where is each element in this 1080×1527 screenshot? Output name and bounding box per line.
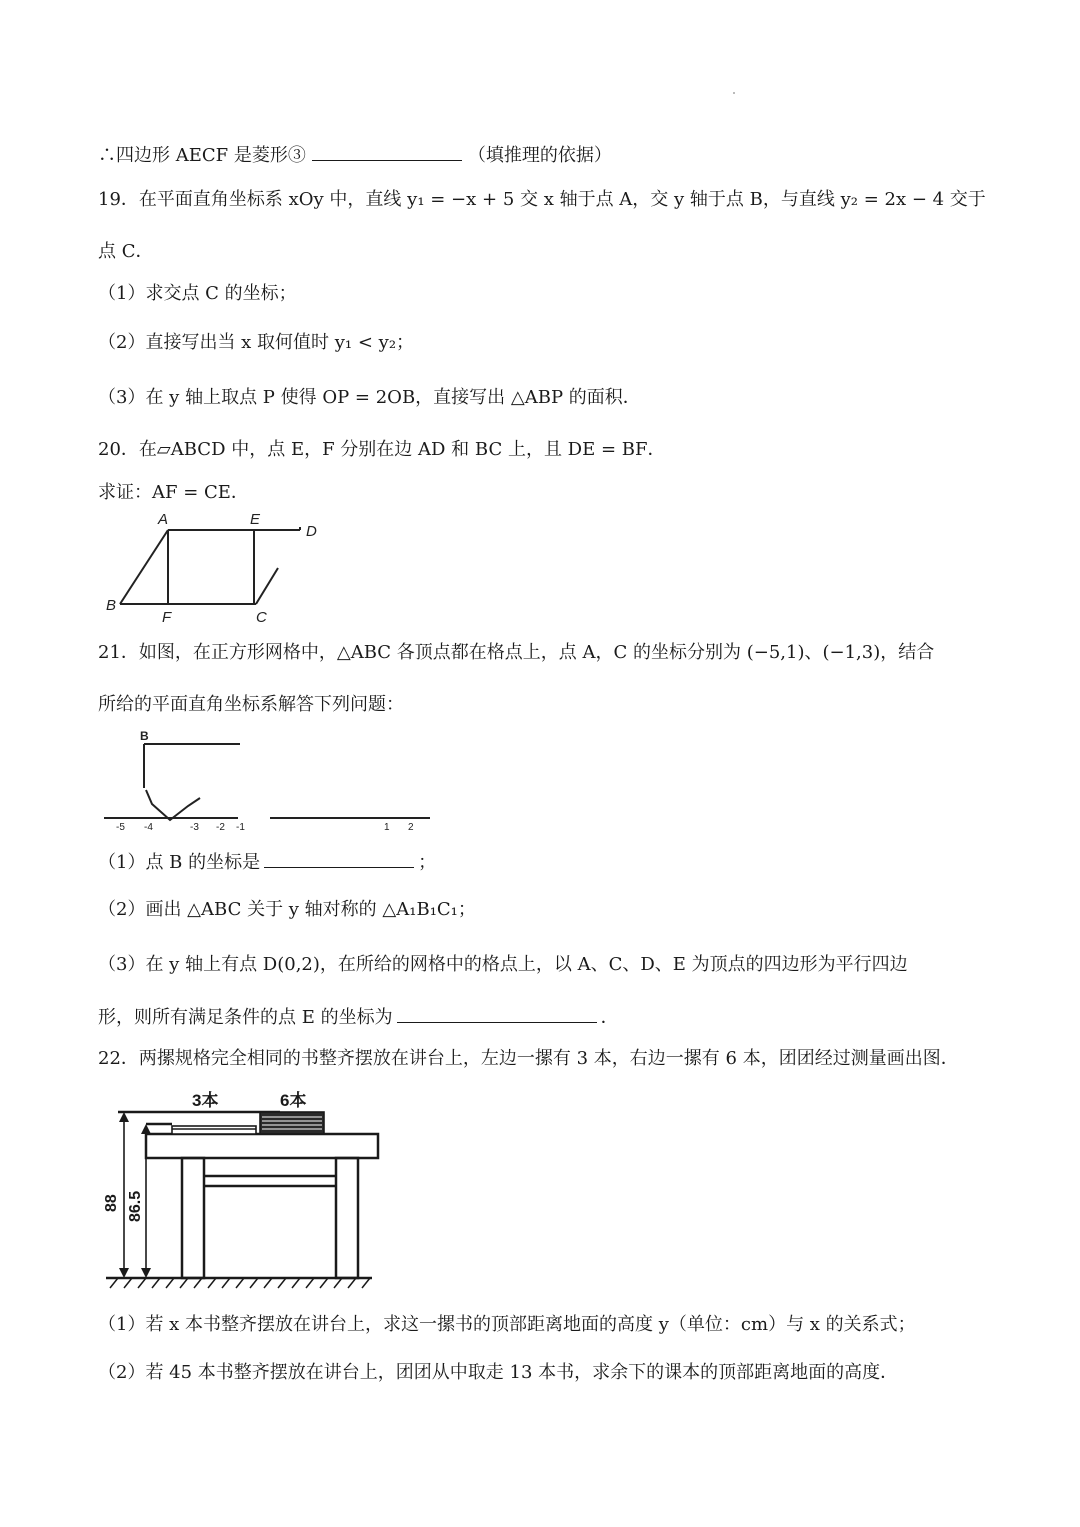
answer-blank-b-coord[interactable]: [264, 849, 414, 868]
rhombus-conclusion-text: ∴四边形 AECF 是菱形③: [98, 145, 306, 166]
tick-2: 2: [408, 822, 414, 833]
q21-part2: （2）画出 △ABC 关于 y 轴对称的 △A₁B₁C₁；: [98, 899, 476, 920]
tick-minus3: -3: [190, 822, 199, 833]
q22-stem: 22．两摞规格完全相同的书整齐摆放在讲台上，左边一摞有 3 本，右边一摞有 6 本，团团经过测量画出图．: [98, 1048, 959, 1069]
q20-prove: 求证：AF = CE．: [98, 482, 249, 503]
q21-part3-line1: （3）在 y 轴上有点 D(0,2)，在所给的网格中的格点上，以 A、C、D、E 为顶点的四边形为平行四边: [98, 954, 908, 975]
q21-part3-text: 形，则所有满足条件的点 E 的坐标为: [98, 1007, 393, 1028]
rhombus-conclusion-tail: （填推理的依据）: [467, 145, 612, 166]
q21-figure-svg: [100, 726, 440, 836]
label-D: D: [306, 523, 317, 540]
book-stack-3: [172, 1126, 256, 1134]
tick-minus1: -1: [236, 822, 245, 833]
answer-blank-e-coords[interactable]: [397, 1004, 597, 1023]
edge-cd-partial: [256, 568, 278, 604]
label-6-books: 6本: [280, 1091, 307, 1110]
answer-blank-reason[interactable]: [312, 142, 462, 161]
q22-figure-svg: [100, 1084, 390, 1294]
q21-part3-line2: [98, 1004, 619, 1030]
label-F: F: [162, 609, 172, 626]
q19-stem-line1: 19．在平面直角坐标系 xOy 中，直线 y₁ = −x + 5 交 x 轴于点 A，交 y 轴于点 B，与直线 y₂ = 2x − 4 交于: [98, 189, 986, 210]
q21-part1-tail: ；: [418, 852, 437, 873]
q21-part1-text: （1）点 B 的坐标是: [98, 852, 261, 873]
label-C: C: [256, 609, 267, 626]
q22-part2: （2）若 45 本书整齐摆放在讲台上，团团从中取走 13 本书，求余下的课本的顶部距离地面的高度．: [98, 1362, 899, 1383]
tick-minus2: -2: [216, 822, 225, 833]
q22-part1: （1）若 x 本书整齐摆放在讲台上，求这一摞书的顶部距离地面的高度 y（单位：cm）与 x 的关系式；: [98, 1314, 916, 1335]
desk-top: [146, 1134, 378, 1158]
rhombus-conclusion-line: [98, 142, 612, 168]
label-A: A: [158, 511, 169, 528]
desk-leg-left: [182, 1158, 204, 1278]
triangle-sketch: [146, 790, 200, 820]
q19-part3: （3）在 y 轴上取点 P 使得 OP = 2OB，直接写出 △ABP 的面积．: [98, 387, 641, 408]
scan-speck: [733, 92, 735, 94]
tick-1: 1: [384, 822, 390, 833]
label-86-5: 86.5: [127, 1190, 144, 1222]
label-B: B: [140, 729, 149, 743]
q21-stem-line1: 21．如图，在正方形网格中，△ABC 各顶点都在格点上，点 A，C 的坐标分别为 (−5,1)、(−1,3)，结合: [98, 642, 935, 663]
q21-part1: [98, 849, 436, 875]
label-3-books: 3本: [192, 1091, 219, 1110]
label-88: 88: [103, 1194, 120, 1212]
q21-figure: [100, 726, 440, 836]
q22-figure: [100, 1084, 390, 1294]
q20-figure-svg: [100, 508, 340, 628]
book-stack-6: [260, 1112, 324, 1134]
tick-minus4: -4: [144, 822, 153, 833]
ground-hatch: [110, 1278, 370, 1288]
tick-minus5: -5: [116, 822, 125, 833]
q20-figure: [100, 508, 340, 628]
q20-stem: 20．在▱ABCD 中，点 E，F 分别在边 AD 和 BC 上，且 DE = BF．: [98, 439, 666, 460]
label-B: B: [106, 597, 117, 614]
q19-stem-line2: 点 C．: [98, 241, 154, 262]
q19-part2: （2）直接写出当 x 取何值时 y₁ < y₂；: [98, 332, 415, 353]
q21-part3-tail: ．: [600, 1007, 619, 1028]
q21-stem-line2: 所给的平面直角坐标系解答下列问题：: [98, 694, 404, 715]
label-E: E: [250, 511, 261, 528]
edge-ab: [120, 530, 168, 604]
q19-part1: （1）求交点 C 的坐标；: [98, 283, 297, 304]
desk-leg-right: [336, 1158, 358, 1278]
